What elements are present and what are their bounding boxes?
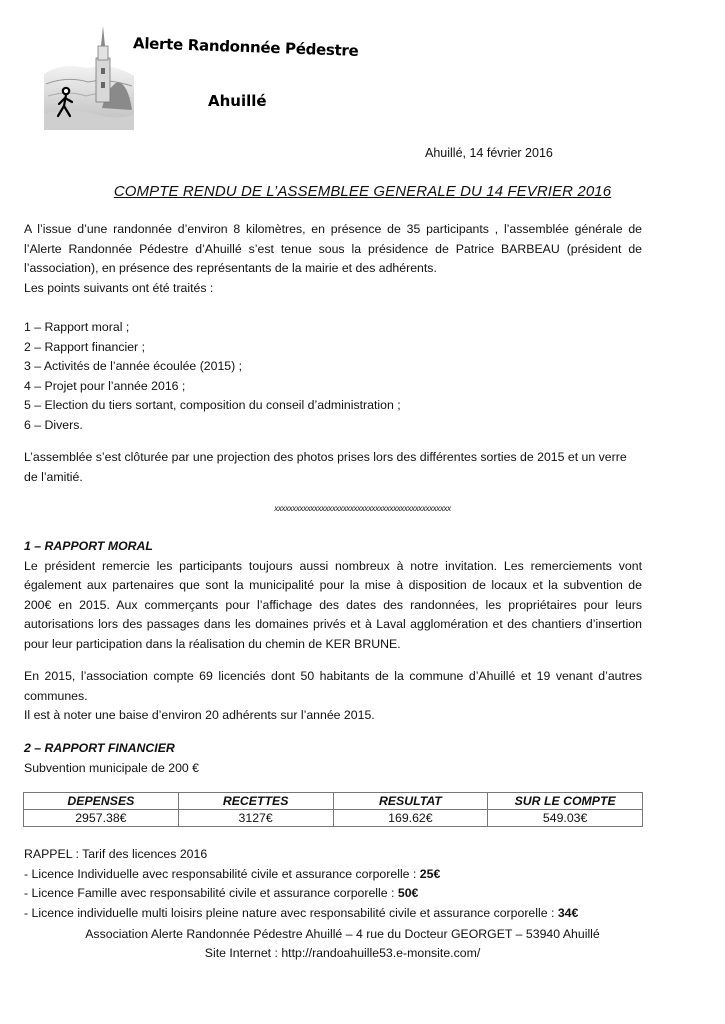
header-resultat: RESULTAT [333,793,488,810]
subvention-text: Subvention municipale de 200 € [24,760,200,775]
agenda-item: 3 – Activités de l’année écoulée (2015) ; [24,359,243,373]
licence-label: - Licence Famille avec responsabilité civile et assurance corporelle : [24,886,398,900]
document-title: COMPTE RENDU DE L’ASSEMBLEE GENERALE DU 14 FEVRIER 2016 [113,183,612,200]
intro-line: A l’issue d’une randonnée d’environ 8 kilomètres, en présence de 35 participants , l’assemblée générale de [24,222,642,236]
agenda-item: 4 – Projet pour l’année 2016 ; [24,378,186,393]
licence-item [24,865,642,885]
licence-price: 25€ [419,866,441,881]
rapport-financier-section [24,739,642,778]
closing-paragraph [24,448,642,487]
points-intro: Les points suivants ont été traités : [24,280,214,295]
licence-price: 50€ [397,886,419,900]
rapport-moral-line: pour leur participation dans la réalisation du chemin de KER BRUNE. [24,636,401,651]
logo-town: Ahuillé [208,92,267,110]
agenda-item: 1 – Rapport moral ; [24,320,130,334]
licence-label: - Licence individuelle multi loisirs pleine nature avec responsabilité civile et assurance corporelle : [24,905,558,920]
closing-line: L’assemblée s’est clôturée par une projection des photos prises lors des différentes sorties de 2015 et un verre [24,450,627,464]
stats-note: Il est à noter une baise d’environ 20 adhérents sur l’année 2015. [24,708,375,722]
rapport-moral-heading: 1 – RAPPORT MORAL [24,539,153,553]
agenda-item: 5 – Election du tiers sortant, composition du conseil d’administration ; [24,398,401,412]
stats-line: communes. [24,688,88,703]
agenda-item: 6 – Divers. [24,417,83,432]
agenda-list [24,318,642,435]
document-date: Ahuillé, 14 février 2016 [425,146,553,160]
footer-address: Association Alerte Randonnée Pédestre Ahuillé – 4 rue du Docteur GEORGET – 53940 Ahuillé [85,927,600,941]
header-sur-le-compte: SUR LE COMPTE [488,793,643,810]
closing-line: de l’amitié. [24,469,83,484]
stats-line: En 2015, l’association compte 69 licenciés dont 50 habitants de la commune d’Ahuillé et 19 venant d’autres [24,669,642,683]
licence-price: 34€ [557,905,579,920]
footer [0,925,685,963]
header-recettes: RECETTES [178,793,333,810]
rapport-moral-line: également aux partenaires que sont la municipalité pour la mise à disposition de locaux et la subvention de [24,578,642,592]
footer-website[interactable]: Site Internet : http://randoahuille53.e-monsite.com/ [204,946,481,960]
agenda-item: 2 – Rapport financier ; [24,339,145,354]
logo-title: Alerte Randonnée Pédestre [132,34,359,60]
header-depenses: DEPENSES [24,793,179,810]
rapport-moral-section [24,537,642,654]
intro-paragraph [24,220,642,298]
church-hiker-logo-icon [42,24,134,132]
licence-label: - Licence Individuelle avec responsabilité civile et assurance corporelle : [24,866,420,881]
table-header-row [24,793,643,810]
rappel-section [24,845,642,923]
cell-recettes: 3127€ [178,810,333,827]
financial-table [23,792,643,827]
membership-stats [24,667,642,726]
rapport-moral-line: 200€ en 2015. Aux commerçants pour l’affichage des dates des randonnées, les propriétaires pour leurs [24,597,642,612]
cell-depenses: 2957.38€ [24,810,179,827]
separator-line: xxxxxxxxxxxxxxxxxxxxxxxxxxxxxxxxxxxxxxxxxxxxxxxxx [274,504,451,513]
cell-resultat: 169.62€ [333,810,488,827]
rapport-financier-heading: 2 – RAPPORT FINANCIER [24,741,175,755]
intro-line: l’association), en présence des représentants de la mairie et des adhérents. [24,261,437,275]
rapport-moral-line: Le président remercie les participants toujours aussi nombreux à notre invitation. Les remerciements vont [24,558,642,573]
table-row [24,810,643,827]
licence-item [24,904,642,924]
rappel-title: RAPPEL : Tarif des licences 2016 [24,847,208,861]
cell-sur-le-compte: 549.03€ [488,810,643,827]
rapport-moral-line: autorisations lors des passages dans les domaines privés et à Laval agglomération et des chantiers d’insertion [24,617,642,631]
licence-item [24,884,642,904]
intro-line: l’Alerte Randonnée Pédestre d’Ahuillé s’est tenue sous la présidence de Patrice BARBEAU (président de [24,241,642,256]
